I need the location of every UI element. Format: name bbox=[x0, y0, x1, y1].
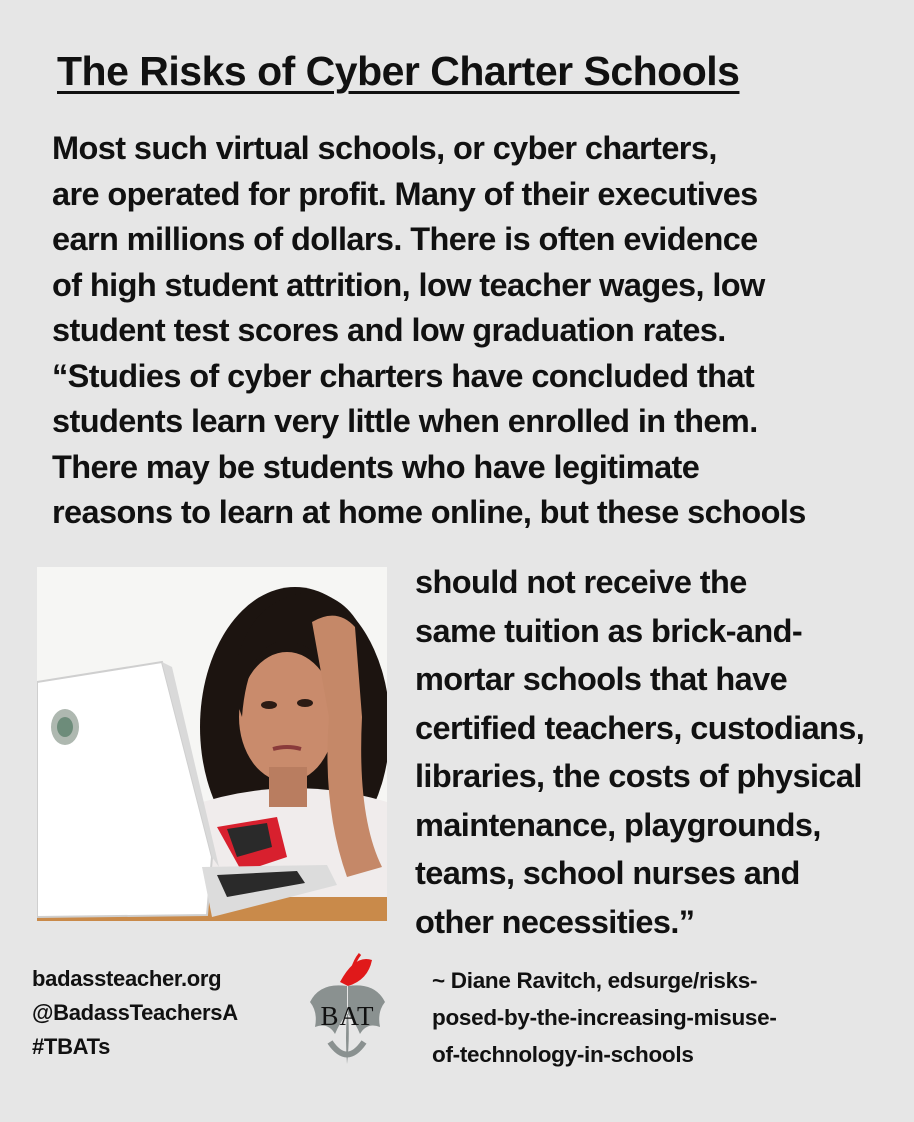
student-laptop-photo bbox=[37, 567, 387, 921]
attribution-line: posed-by-the-increasing-misuse- bbox=[432, 1005, 777, 1030]
contact-info bbox=[32, 962, 238, 1064]
quote-line: “Studies of cyber charters have concluded that bbox=[52, 357, 755, 394]
quote-line: students learn very little when enrolled in them. bbox=[52, 403, 758, 439]
quote-line: reasons to learn at home online, but these schools bbox=[52, 494, 806, 530]
quote-line: maintenance, playgrounds, bbox=[415, 806, 821, 843]
quote-line: teams, school nurses and bbox=[415, 855, 800, 891]
attribution-line: of-technology-in-schools bbox=[432, 1042, 694, 1067]
quote-line: are operated for profit. Many of their executives bbox=[52, 175, 758, 212]
logo-text: BAT bbox=[320, 1001, 375, 1031]
quote-line: libraries, the costs of physical bbox=[415, 758, 862, 794]
quote-continuation bbox=[415, 558, 895, 946]
quote-body bbox=[52, 126, 882, 536]
quote-line: certified teachers, custodians, bbox=[415, 709, 865, 746]
bat-logo bbox=[300, 952, 395, 1067]
hashtag[interactable]: #TBATs bbox=[32, 1034, 111, 1059]
quote-line: should not receive the bbox=[415, 564, 747, 600]
quote-line: earn millions of dollars. There is often evidence bbox=[52, 221, 758, 257]
quote-line: Most such virtual schools, or cyber charters, bbox=[52, 130, 717, 166]
attribution-line: ~ Diane Ravitch, edsurge/risks- bbox=[432, 968, 758, 993]
quote-line: mortar schools that have bbox=[415, 661, 788, 697]
quote-line: same tuition as brick-and- bbox=[415, 612, 803, 649]
quote-line: student test scores and low graduation rates. bbox=[52, 312, 726, 348]
page-title: The Risks of Cyber Charter Schools bbox=[57, 48, 740, 94]
quote-line: There may be students who have legitimate bbox=[52, 448, 700, 485]
twitter-handle[interactable]: @BadassTeachersA bbox=[32, 1000, 238, 1025]
quote-line: of high student attrition, low teacher wages, low bbox=[52, 266, 765, 303]
website-link[interactable]: badassteacher.org bbox=[32, 966, 222, 991]
attribution bbox=[432, 962, 777, 1073]
quote-line: other necessities.” bbox=[415, 903, 695, 940]
